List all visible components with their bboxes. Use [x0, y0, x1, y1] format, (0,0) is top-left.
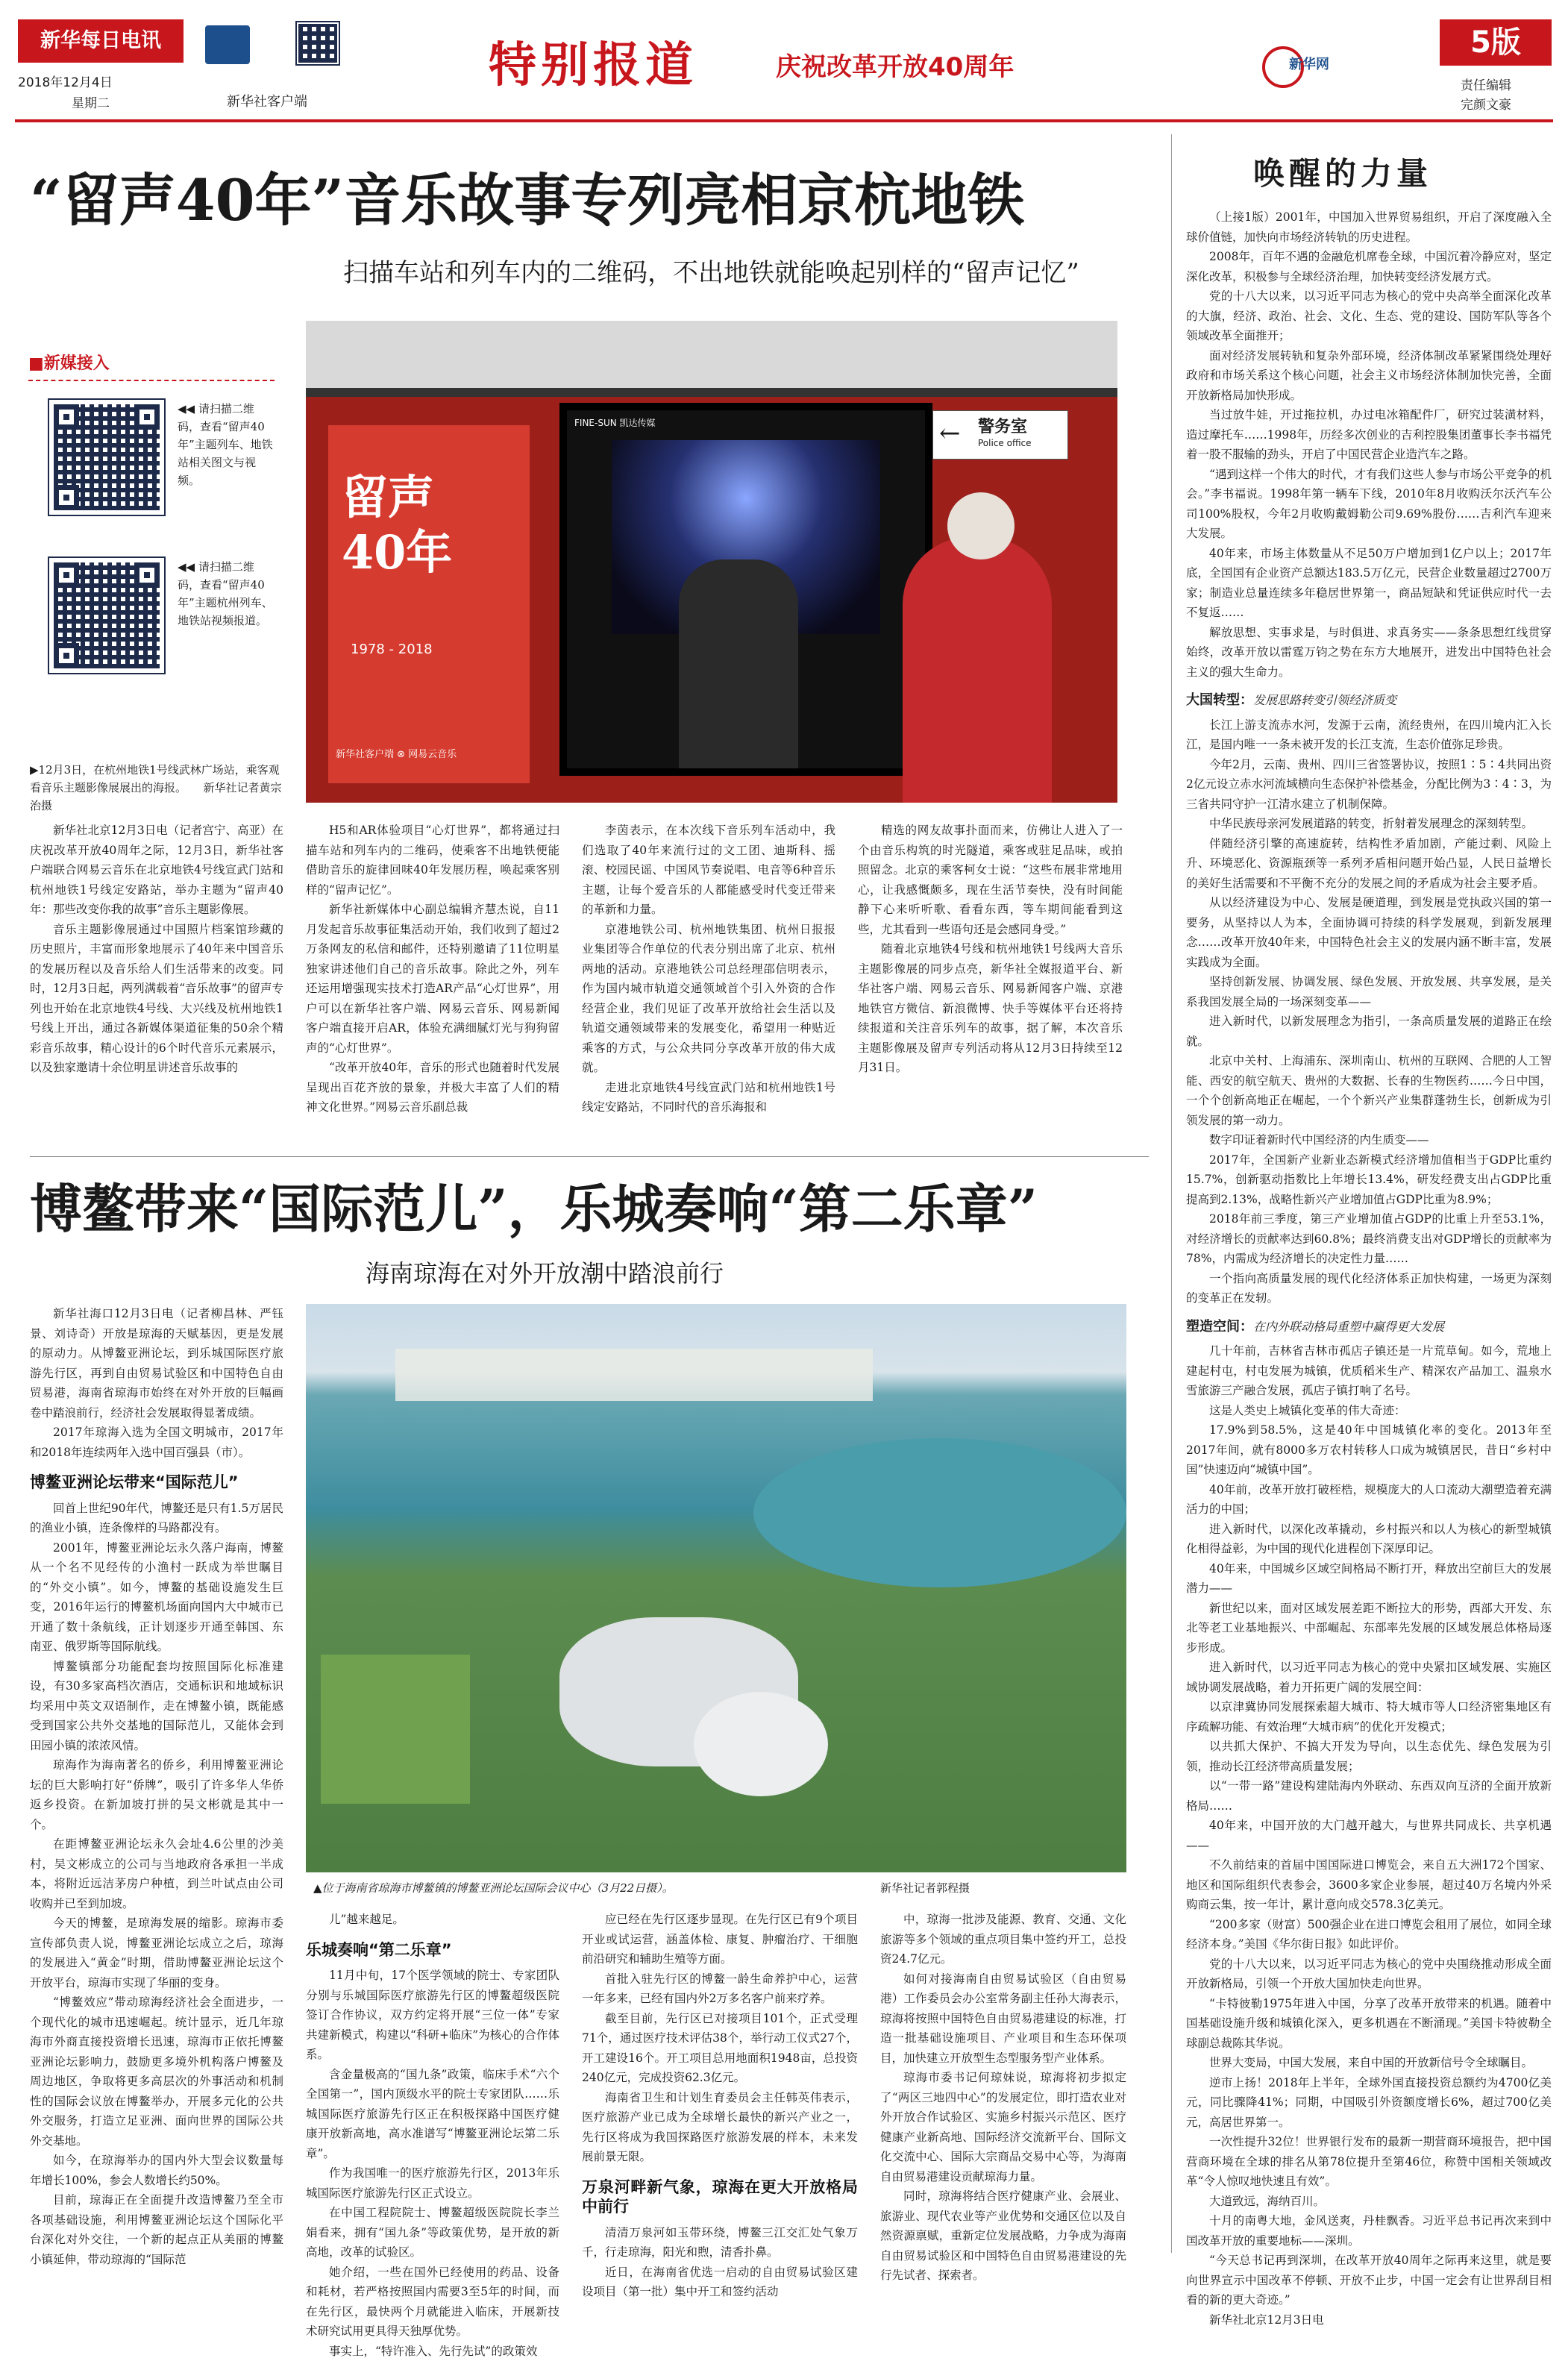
screen — [559, 403, 932, 776]
arrow-left-icon: ← — [939, 418, 961, 448]
paper-name: 新华每日电讯 — [40, 29, 161, 52]
editor-label: 责任编辑 — [1461, 75, 1511, 93]
paragraph: 新世纪以来，面对区域发展差距不断拉大的形势，西部大开发、东北等老工业基地振兴、中部崛起、东部率先发展的区域发展总体格局逐步形成。 — [1186, 1599, 1552, 1658]
story-separator — [30, 1156, 1149, 1157]
paragraph: 随着北京地铁4号线和杭州地铁1号线两大音乐主题影像展的同步点亮，新华社全媒报道平台、新华社客户端、网易云音乐、网易新闻客户端、京港地铁官方微信、新浪微博、快手等媒体平台还将持续报道和关注音乐列车的故事，据了解，本次音乐主题影像展及留声专列活动将从12月3日持续至12月31日。 — [858, 939, 1123, 1078]
paragraph: 伴随经济引擎的高速旋转，结构性矛盾加剧，产能过剩、风险上升、环境恶化、资源瓶颈等一系列矛盾相问题开始凸显，人民日益增长的美好生活需要和不平衡不充分的发展之间的矛盾成为社会主要矛盾。 — [1186, 834, 1552, 894]
paragraph: 新华社北京12月3日电（记者宫宁、高亚）在庆祝改革开放40周年之际，12月3日，新华社客户端联合网易云音乐在北京地铁4号线宣武门站和杭州地铁1号线定安路站，举办主题为“留声40年：那些改变你我的故事”音乐主题影像展。 — [30, 821, 283, 920]
subheading: 万泉河畔新气象，琼海在更大开放格局中前行 — [582, 2177, 858, 2217]
paragraph: 儿”越来越足。 — [306, 1910, 559, 1930]
paragraph: 这是人类史上城镇化变革的伟大奇迹： — [1186, 1401, 1552, 1421]
boao-aerial-photo — [306, 1304, 1126, 1872]
paragraph: 2001年，博鳌亚洲论坛永久落户海南，博鳌从一个名不见经传的小渔村一跃成为举世瞩目的“外交小镇”。如今，博鳌的基础设施发生巨变，2016年运行的博鳌机场面向国内大中城市已开通了数十条航线，正计划逐步开通至韩国、东南亚、俄罗斯等国际航线。 — [30, 1538, 283, 1657]
paragraph: 清清万泉河如玉带环绕，博鳌三江交汇处气象万千，行走琼海，阳光和煦，清香扑鼻。 — [582, 2223, 858, 2263]
paragraph: H5和AR体验项目“心灯世界”，都将通过扫描车站和列车内的二维码，使乘客不出地铁便能借助音乐的旋律回味40年发展历程，唤起乘客别样的“留声记忆”。 — [306, 821, 559, 900]
paragraph: 以共抓大保护、不搞大开发为导向，以生态优先、绿色发展为引领，推动长江经济带高质量发展； — [1186, 1737, 1552, 1776]
paragraph: 2017年琼海入选为全国文明城市，2017年和2018年连续两年入选中国百强县（市）。 — [30, 1423, 283, 1462]
story2-headline: 博鳌带来“国际范儿”，乐城奏响“第二乐章” — [30, 1167, 1038, 1243]
paragraph: 党的十八大以来，以习近平同志为核心的党中央围绕推动形成全面开放新格局，引领一个开放大国加快走向世界。 — [1186, 1954, 1552, 1994]
paragraph: “今天总书记再到深圳，在改革开放40周年之际再来这里，就是要向世界宣示中国改革不停顿、开放不止步，中国一定会有让世界刮目相看的新的更大奇迹。” — [1186, 2251, 1552, 2310]
paragraph: 新华社海口12月3日电（记者柳昌林、严钰景、刘诗奇）开放是琼海的天赋基因，更是发展的原动力。从博鳌亚洲论坛，到乐城国际医疗旅游先行区，再到自由贸易试验区和中国特色自由贸易港，海南省琼海市始终在对外开放的巨幅画卷中踏浪前行，经济社会发展取得显著成绩。 — [30, 1304, 283, 1423]
paragraph: 40年来，市场主体数量从不足50万户增加到1亿户以上；2017年底，全国国有企业资产总额达183.5万亿元，民营企业数量超过2700万家；制造业总量连续多年稳居世界第一，商品短缺和凭证供应时代一去不复返…… — [1186, 544, 1552, 623]
paragraph: 如何对接海南自由贸易试验区（自由贸易港）工作委员会办公室常务副主任孙大海表示，琼海将按照中国特色自由贸易港建设的标准，打造一批基础设施项目、产业项目和生态环保项目，加快建立开放型生态型服务型产业体系。 — [880, 1969, 1126, 2069]
paragraph: 应已经在先行区逐步显现。在先行区已有9个项目开业或试运营，涵盖体检、康复、肿瘤治疗、干细胞前沿研究和辅助生殖等方面。 — [582, 1910, 858, 1969]
paragraph: 进入新时代，以新发展理念为指引，一条高质量发展的道路正在绘就。 — [1186, 1012, 1552, 1051]
paragraph: 几十年前，吉林省吉林市孤店子镇还是一片荒草甸。如今，荒地上建起村屯，村屯发展为城镇，优质稻米生产、精深农产品加工、温泉水雪旅游三产融合发展，孤店子镇打响了名号。 — [1186, 1341, 1552, 1401]
paragraph: 如今，在琼海举办的国内外大型会议数量每年增长100%，参会人数增长约50%。 — [30, 2151, 283, 2190]
paragraph: 北京中关村、上海浦东、深圳南山、杭州的互联网、合肥的人工智能、西安的航空航天、贵州的大数据、长春的生物医药……今日中国，一个个创新高地正在崛起，一个个新兴产业集群蓬勃生长，创新成为引领发展的第一动力。 — [1186, 1051, 1552, 1130]
story1-subhead: 扫描车站和列车内的二维码，不出地铁就能唤起别样的“留声记忆” — [343, 252, 1079, 289]
paragraph: 当过放牛娃，开过拖拉机，办过电冰箱配件厂，研究过装潢材料，造过摩托车……1998年，历经多次创业的吉利控股集团董事长李书福凭着一股不服输的劲头，开启了中国民营企业造汽车之路。 — [1186, 405, 1552, 465]
paragraph: 一次性提升32位！世界银行发布的最新一期营商环境报告，把中国营商环境在全球的排名从第78位提升至第46位，称赞中国相关领域改革“令人惊叹地快速且有效”。 — [1186, 2132, 1552, 2192]
subheading — [1186, 1317, 1552, 1338]
paragraph: 首批入驻先行区的博鳌一龄生命养护中心，运营一年多来，已经有国内外2万多名客户前来疗养。 — [582, 1969, 858, 2009]
paragraph: 新华社北京12月3日电 — [1186, 2310, 1552, 2330]
page-number: 5版 — [1470, 25, 1521, 60]
paragraph: 17.9%到58.5%，这是40年中国城镇化率的变化。2013年至2017年间，就有8000多万农村转移人口成为城镇居民，昔日“乡村中国”快速迈向“城镇中国”。 — [1186, 1420, 1552, 1480]
qr2-caption: ◀◀ 请扫描二维码，查看“留声40年”主题杭州列车、地铁站视频报道。 — [178, 558, 275, 630]
paragraph: 含金量极高的“国九条”政策，临床手术“六个全国第一”，国内顶级水平的院士专家团队……乐城国际医疗旅游先行区正在积极探路中国医疗健康开放新高地，高水准谱写“博鳌亚洲论坛第二乐章”。 — [306, 2065, 559, 2164]
paragraph: 一个指向高质量发展的现代化经济体系正加快构建，一场更为深刻的变革正在发轫。 — [1186, 1269, 1552, 1308]
media-box-title: ■新媒接入 — [28, 351, 275, 381]
paragraph: 琼海市委书记何琼妹说，琼海将初步拟定了“两区三地四中心”的发展定位，即打造农业对外开放合作试验区、实施乡村振兴示范区、医疗健康产业新高地、国际经济交流新平台、国际文化交流中心、国际大宗商品交易中心等，为海南自由贸易港建设贡献琼海力量。 — [880, 2068, 1126, 2186]
poster-years: 1978 - 2018 — [351, 642, 433, 657]
paragraph: 回首上世纪90年代，博鳌还是只有1.5万居民的渔业小镇，连条像样的马路都没有。 — [30, 1499, 283, 1538]
paragraph: 中，琼海一批涉及能源、教育、交通、文化旅游等多个领域的重点项目集中签约开工，总投资24.7亿元。 — [880, 1910, 1126, 1969]
qr-code-icon[interactable] — [49, 558, 164, 673]
paragraph: 40年来，中国开放的大门越开越大，与世界共同成长、共享机遇—— — [1186, 1816, 1552, 1855]
paragraph: 2018年前三季度，第三产业增加值占GDP的比重上升至53.1%，对经济增长的贡献率达到60.8%；最终消费支出对GDP增长的贡献率为78%，内需成为经济增长的决定性力量…… — [1186, 1209, 1552, 1269]
story2-col-1 — [30, 1304, 283, 2259]
paragraph: 以京津冀协同发展探索超大城市、特大城市等人口经济密集地区有序疏解功能、有效治理“大城市病”的优化开发模式； — [1186, 1697, 1552, 1737]
section-subtitle: 庆祝改革开放40周年 — [776, 46, 1014, 83]
paragraph: 今天的博鳌，是琼海发展的缩影。琼海市委宣传部负责人说，博鳌亚洲论坛成立之后，琼海的发展进入“黄金”时期，借助博鳌亚洲论坛这个开放平台，琼海市实现了华丽的变身。 — [30, 1913, 283, 1992]
photo2-caption: ▲位于海南省琼海市博鳌镇的博鳌亚洲论坛国际会议中心（3月22日摄）。 — [313, 1880, 674, 1896]
issue-weekday: 星期二 — [72, 93, 110, 111]
client-label: 新华社客户端 — [227, 91, 307, 110]
photo2-credit: 新华社记者郭程摄 — [880, 1880, 970, 1896]
paragraph: 11月中旬，17个医学领域的院士、专家团队分别与乐城国际医疗旅游先行区的博鳌超级医院签订合作协议，双方约定将开展“三位一体”专家共建新模式，构建以“科研+临床”为核心的合作体系。 — [306, 1966, 559, 2065]
issue-date: 2018年12月4日 — [18, 72, 113, 90]
paragraph: “遇到这样一个伟大的时代，才有我们这些人参与市场公平竞争的机会。”李书福说。1998年第一辆车下线，2010年8月收购沃尔沃汽车公司100%股权，今年2月收购戴姆勒公司9.69%股份……吉利汽车迎来大发展。 — [1186, 465, 1552, 544]
screen-brand: FINE-SUN 凯达传媒 — [574, 416, 656, 429]
paragraph: 党的十八大以来，以习近平同志为核心的党中央高举全面深化改革的大旗，经济、政治、社会、文化、生态、党的建设、国防军队等各个领域改革全面推开； — [1186, 286, 1552, 346]
paragraph: （上接1版）2001年，中国加入世界贸易组织，开启了深度融入全球价值链，加快向市场经济转轨的历史进程。 — [1186, 207, 1552, 247]
paragraph: 2017年，全国新产业新业态新模式经济增加值相当于GDP比重约15.7%，创新驱动指数比上年增长13.4%，研发经费支出占GDP比重提高到2.13%，战略性新兴产业增加值占GDP比重为8.9%； — [1186, 1150, 1552, 1210]
editor-name: 完颜文豪 — [1461, 94, 1511, 113]
paragraph: “博鳌效应”带动琼海经济社会全面进步，一个现代化的城市迅速崛起。统计显示，近几年琼海市外商直接投资增长迅速，琼海市正依托博鳌亚洲论坛影响力，鼓励更多境外机构落户博鳌及周边地区，争取将更多高层次的外事活动和机制性的国际会议放在博鳌举办，开展多元化的公共外交服务，打造立足亚洲、面向世界的国际公共外交基地。 — [30, 1992, 283, 2151]
poster-partners: 新华社客户端 ⊗ 网易云音乐 — [336, 746, 457, 760]
paragraph: 李茵表示，在本次线下音乐列车活动中，我们选取了40年来流行过的文工团、迪斯科、摇滚、校园民谣、中国风节奏说唱、电音等6种音乐主题，让每个爱音乐的人都能感受时代变迁带来的革新和力量。 — [582, 821, 835, 920]
paragraph: 数字印证着新时代中国经济的内生质变—— — [1186, 1130, 1552, 1150]
paragraph: 精选的网友故事扑面而来，仿佛让人进入了一个由音乐构筑的时光隧道，乘客或驻足品味，或拍照留念。北京的乘客柯女士说：“这些布展非常地用心，让我感慨颇多，现在生活节奏快，没有时间能静下心来听听歌、看看东西，等车期间能看到这些，尤其看到一些语句还是会感同身受。” — [858, 821, 1123, 939]
paragraph: 音乐主题影像展通过中国照片档案馆珍藏的历史照片，丰富而形象地展示了40年来中国音乐的发展历程以及音乐给人们生活带来的改变。同时，12月3日起，两列满载着“音乐故事”的留声专列也开始在北京地铁4号线、大兴线及杭州地铁1号线上开出，通过各新媒体渠道征集的50余个精彩音乐故事，精心设计的6个时代音乐元素展示，以及独家邀请十余位明星讲述音乐故事的 — [30, 920, 283, 1078]
paragraph: 世界大变局，中国大发展，来自中国的开放新信号令全球瞩目。 — [1186, 2053, 1552, 2073]
paragraph: 以“一带一路”建设构建陆海内外联动、东西双向互济的全面开放新格局…… — [1186, 1776, 1552, 1816]
logo-text: 新华网 — [1289, 54, 1329, 73]
paragraph: 40年来，中国城乡区域空间格局不断打开，释放出空前巨大的发展潜力—— — [1186, 1559, 1552, 1599]
story1-headline: “留声40年”音乐故事专列亮相京杭地铁 — [30, 155, 1024, 236]
paragraph: 从以经济建设为中心、发展是硬道理，到发展是党执政兴国的第一要务，从坚持以人为本，全面协调可持续的科学发展观，到新发展理念……改革开放40年来，中国特色社会主义的发展内涵不断丰富，发展实践成为全面。 — [1186, 893, 1552, 972]
photo1-caption: ▶12月3日，在杭州地铁1号线武林广场站，乘客观看音乐主题影像展展出的海报。 新华社记者黄宗治摄 — [30, 761, 283, 815]
story2-col-3 — [582, 1910, 858, 2260]
paragraph: 大道致远，海纳百川。 — [1186, 2192, 1552, 2212]
story2-subhead: 海南琼海在对外开放潮中踏浪前行 — [366, 1255, 724, 1289]
paragraph: 目前，琼海正在全面提升改造博鳌乃至全市各项基础设施，利用博鳌亚洲论坛这个国际化平台深化对外交往，一个新的起点正从美丽的博鳌小镇延伸，带动琼海的“国际范 — [30, 2190, 283, 2269]
paragraph: 进入新时代，以深化改革撬动，乡村振兴和以人为核心的新型城镇化相得益彰，为中国的现代化进程创下深厚印记。 — [1186, 1520, 1552, 1559]
story2-col-4 — [880, 1910, 1126, 2260]
right-title: 唤醒的力量 — [1253, 149, 1432, 194]
paragraph: 2008年，百年不遇的金融危机席卷全球，中国沉着冷静应对，坚定深化改革，积极参与全球经济治理，加快转变经济发展方式。 — [1186, 247, 1552, 286]
paragraph: 她介绍，一些在国外已经使用的药品、设备和耗材，若严格按照国内需要3至5年的时间，而在先行区，最快两个月就能进入临床，开展新技术研究试用更具得天独厚优势。 — [306, 2263, 559, 2342]
subheading-rest: 在内外联动格局重塑中赢得更大发展 — [1253, 1320, 1444, 1334]
subheading: 博鳌亚洲论坛带来“国际范儿” — [30, 1473, 283, 1493]
paragraph: 琼海作为海南著名的侨乡，利用博鳌亚洲论坛的巨大影响打好“侨牌”，吸引了许多华人华侨返乡投资。在新加坡打拼的吴文彬就是其中一个。 — [30, 1755, 283, 1834]
paragraph: 不久前结束的首届中国国际进口博览会，来自五大洲172个国家、地区和国际组织代表参会，3600多家企业参展，超过40万名境内外采购商云集，按一年计，累计意向成交578.3亿美元。 — [1186, 1855, 1552, 1915]
paragraph: 博鳌镇部分功能配套均按照国际化标准建设，有30多家高档次酒店，交通标识和地域标识均采用中英文双语制作，走在博鳌小镇，既能感受到国家公共外交基地的国际范儿，又能体会到田园小镇的浓浓风情。 — [30, 1657, 283, 1756]
paragraph: 逆市上扬！2018年上半年，全球外国直接投资总额约为4700亿美元，同比骤降41%；同期，中国吸引外资额度增长6%，超过700亿美元，高居世界第一。 — [1186, 2073, 1552, 2133]
paragraph: 新华社新媒体中心副总编辑齐慧杰说，自11月发起音乐故事征集活动开始，我们收到了超过2万条网友的私信和邮件，还特别邀请了11位明星独家讲述他们自己的音乐故事。除此之外，列车还运用增强现实技术打造AR产品“心灯世界”，用户可以在新华社客户端、网易云音乐、网易新闻客户端直接开启AR，体验充满细腻灯光与狗狗留声的“心灯世界”。 — [306, 900, 559, 1058]
paragraph: 近日，在海南省优选一启动的自由贸易试验区建设项目（第一批）集中开工和签约活动 — [582, 2263, 858, 2302]
paragraph: “改革开放40年，音乐的形式也随着时代发展呈现出百花齐放的景象，并极大丰富了人们的精神文化世界。”网易云音乐副总裁 — [306, 1058, 559, 1117]
subheading — [1186, 691, 1552, 711]
paragraph: 坚持创新发展、协调发展、绿色发展、开放发展、共享发展，是关系我国发展全局的一场深刻变革—— — [1186, 972, 1552, 1012]
paragraph: 海南省卫生和计划生育委员会主任韩英伟表示，医疗旅游产业已成为全球增长最快的新兴产业之一，先行区将成为我国探路医疗旅游发展的样本，未来发展前景无限。 — [582, 2088, 858, 2167]
paragraph: 40年前，改革开放打破桎梏，规模庞大的人口流动大潮塑造着充满活力的中国； — [1186, 1480, 1552, 1520]
header-rule — [15, 119, 1553, 122]
poster-title: 留声40年 — [342, 470, 491, 580]
subheading-lead: 大国转型： — [1186, 692, 1253, 708]
sign-sub: Police office — [978, 438, 1032, 448]
qr1-caption: ◀◀ 请扫描二维码，查看“留声40年”主题列车、地铁站相关图文与视频。 — [178, 400, 275, 489]
subheading-lead: 塑造空间： — [1186, 1319, 1253, 1335]
paragraph: 中华民族母亲河发展道路的转变，折射着发展理念的深刻转型。 — [1186, 814, 1552, 834]
paragraph: 在距博鳌亚洲论坛永久会址4.6公里的沙美村，吴文彬成立的公司与当地政府各承担一半成本，将附近远洁茅房户种植，到兰叶试点由公司收购并已至到加坡。 — [30, 1834, 283, 1913]
subway-photo — [306, 321, 1117, 803]
paragraph: 解放思想、实事求是，与时俱进、求真务实——条条思想红线贯穿始终，改革开放以雷霆万钧之势在东方大地展开，进发出中国特色社会主义的强大生命力。 — [1186, 623, 1552, 683]
paragraph: 在中国工程院院士、博鳌超级医院院长李兰娟看来，拥有“国九条”等政策优势，是开放的新高地，改革的试验区。 — [306, 2203, 559, 2263]
paragraph: 京港地铁公司、杭州地铁集团、杭州日报报业集团等合作单位的代表分别出席了北京、杭州两地的活动。京港地铁公司总经理邵信明表示，作为国内城市轨道交通领域首个引入外资的合作经营企业，我们见证了改革开放给社会生活以及轨道交通领域带来的发展变化，希望用一种贴近乘客的方式，与公众共同分享改革开放的伟大成就。 — [582, 920, 835, 1078]
police-sign — [932, 410, 1068, 460]
paper-name-badge — [18, 19, 184, 63]
subheading-rest: 发展思路转变引领经济质变 — [1253, 693, 1396, 707]
paragraph: 同时，琼海将结合医疗健康产业、会展业、旅游业、现代农业等产业优势和交通区位以及自然资源禀赋，重新定位发展战略，力争成为海南自由贸易试验区和中国特色自由贸易港建设的先行先试者、探索者。 — [880, 2186, 1126, 2286]
page-number-badge — [1440, 19, 1552, 66]
paragraph: 走进北京地铁4号线宣武门站和杭州地铁1号线定安路站，不同时代的音乐海报和 — [582, 1078, 835, 1117]
paragraph: “200多家（财富）500强企业在进口博览会租用了展位，如同全球经济本身。”美国《华尔街日报》如此评价。 — [1186, 1915, 1552, 1954]
paragraph: 长江上游支流赤水河，发源于云南，流经贵州，在四川境内汇入长江，是国内唯一一条未被开发的长江支流，生态价值弥足珍贵。 — [1186, 715, 1552, 755]
paragraph: “卡特彼勒1975年进入中国，分享了改革开放带来的机遇。随着中国基础设施升级和城镇化深入，更多机遇在不断涌现。”美国卡特彼勒全球副总裁陈其华说。 — [1186, 1994, 1552, 2054]
paragraph: 作为我国唯一的医疗旅游先行区，2013年乐城国际医疗旅游先行区正式设立。 — [306, 2163, 559, 2203]
qr-code-icon[interactable] — [49, 400, 164, 515]
news-logo-icon — [1262, 34, 1337, 94]
poster — [328, 425, 530, 783]
column-divider — [1171, 134, 1172, 2253]
sign-text: 警务室 — [978, 414, 1027, 437]
paragraph: 今年2月，云南、贵州、四川三省签署协议，按照1∶5∶4共同出资2亿元设立赤水河流域横向生态保护补偿基金，分配比例为3∶4∶3，为三省共同守护一江清水建立了机制保障。 — [1186, 755, 1552, 815]
paragraph: 截至目前，先行区已对接项目101个，正式受理71个，通过医疗技术评估38个，举行动工仪式27个，开工建设16个。开工项目总用地面积1948亩，总投资240亿元，完成投资62.3亿元。 — [582, 2009, 858, 2088]
right-column-text — [1186, 207, 1552, 2251]
paragraph: 十月的南粤大地，金风送爽，丹桂飘香。习近平总书记再次来到中国改革开放的重要地标——深圳。 — [1186, 2211, 1552, 2251]
section-title: 特别报道 — [489, 27, 697, 95]
woman-figure — [903, 537, 1052, 803]
media-box — [28, 351, 275, 753]
subheading: 乐城奏响“第二乐章” — [306, 1940, 559, 1960]
paragraph: 面对经济发展转轨和复杂外部环境，经济体制改革紧紧围绕处理好政府和市场关系这个核心问题，社会主义市场经济体制加快完善，全面开放新格局加快形成。 — [1186, 346, 1552, 406]
header-qr-code-icon[interactable] — [297, 22, 339, 64]
story2-col-2 — [306, 1910, 559, 2260]
paragraph: 进入新时代，以习近平同志为核心的党中央紧扣区域发展、实施区域协调发展战略，着力开拓更广阔的发展空间： — [1186, 1658, 1552, 1697]
xinhua-client-logo-icon — [205, 25, 250, 64]
paragraph: 事实上，“特许准入、先行先试”的政策效 — [306, 2342, 559, 2361]
